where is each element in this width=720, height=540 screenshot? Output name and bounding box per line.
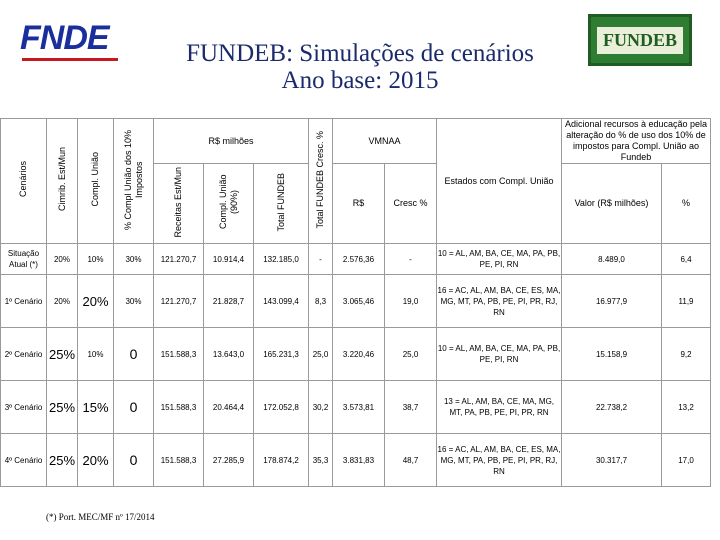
header-pct: % <box>662 164 711 244</box>
header-cenarios: Cenários <box>1 119 47 244</box>
header-adicional: Adicional recursos à educação pela alteração do % de uso dos 10% de impostos para Compl. União ao Fundeb <box>562 119 711 164</box>
compl90-cell: 13.643,0 <box>204 328 254 381</box>
pct-compl-cell: 0 <box>114 434 154 487</box>
compl90-cell: 10.914,4 <box>204 244 254 275</box>
row-label: 4º Cenário <box>1 434 47 487</box>
header-compl-uniao-90: Compl. União (90%) <box>204 164 254 244</box>
total-cresc-cell: - <box>309 244 333 275</box>
contrib-cell: 25% <box>47 328 78 381</box>
compl-cell: 10% <box>78 328 114 381</box>
contrib-cell: 20% <box>47 275 78 328</box>
header-cresc: Cresc % <box>385 164 437 244</box>
valor-cell: 15.158,9 <box>562 328 662 381</box>
header-cimrib: Cimrib. Est/Mun <box>47 119 78 244</box>
footnote: (*) Port. MEC/MF nº 17/2014 <box>46 512 155 522</box>
header-total-cresc: Total FUNDEB Cresc. % <box>309 119 333 244</box>
pct-cell: 13,2 <box>662 381 711 434</box>
table-row <box>1 381 711 434</box>
valor-cell: 16.977,9 <box>562 275 662 328</box>
total-fundeb-cell: 178.874,2 <box>254 434 309 487</box>
valor-cell: 8.489,0 <box>562 244 662 275</box>
contrib-cell: 25% <box>47 434 78 487</box>
estados-cell: 10 = AL, AM, BA, CE, MA, PA, PB, PE, PI, RN <box>437 244 562 275</box>
fnde-logo <box>20 19 120 60</box>
header-vmnaa: VMNAA <box>333 119 437 164</box>
header-receitas: Receitas Est/Mun <box>154 164 204 244</box>
contrib-cell: 20% <box>47 244 78 275</box>
vmnaa-cresc-cell: 38,7 <box>385 381 437 434</box>
pct-cell: 11,9 <box>662 275 711 328</box>
row-label: 2º Cenário <box>1 328 47 381</box>
pct-compl-cell: 0 <box>114 381 154 434</box>
compl90-cell: 21.828,7 <box>204 275 254 328</box>
pct-cell: 17,0 <box>662 434 711 487</box>
title-line-2: Ano base: 2015 <box>281 67 439 94</box>
compl90-cell: 27.285,9 <box>204 434 254 487</box>
total-fundeb-cell: 132.185,0 <box>254 244 309 275</box>
vmnaa-cell: 3.573,81 <box>333 381 385 434</box>
vmnaa-cell: 2.576,36 <box>333 244 385 275</box>
header-compl-uniao: Compl. União <box>78 119 114 244</box>
fnde-logo-underline <box>22 58 118 61</box>
receitas-cell: 151.588,3 <box>154 328 204 381</box>
vmnaa-cell: 3.220,46 <box>333 328 385 381</box>
table-row <box>1 275 711 328</box>
estados-cell: 13 = AL, AM, BA, CE, MA, MG, MT, PA, PB, PE, PI, PR, RN <box>437 381 562 434</box>
valor-cell: 22.738,2 <box>562 381 662 434</box>
pct-compl-cell: 0 <box>114 328 154 381</box>
fnde-logo-text: FNDE <box>20 19 109 57</box>
table-row <box>1 244 711 275</box>
estados-cell: 10 = AL, AM, BA, CE, MA, PA, PB, PE, PI, RN <box>437 328 562 381</box>
receitas-cell: 121.270,7 <box>154 275 204 328</box>
vmnaa-cresc-cell: 19,0 <box>385 275 437 328</box>
compl-cell: 10% <box>78 244 114 275</box>
fundeb-logo <box>588 14 692 66</box>
pct-cell: 9,2 <box>662 328 711 381</box>
header-pct-compl: % Compl União dos 10% Impostos <box>114 119 154 244</box>
title-line-1: FUNDEB: Simulações de cenários <box>186 40 534 67</box>
receitas-cell: 151.588,3 <box>154 381 204 434</box>
total-cresc-cell: 8,3 <box>309 275 333 328</box>
total-cresc-cell: 25,0 <box>309 328 333 381</box>
vmnaa-cresc-cell: 25,0 <box>385 328 437 381</box>
table-row <box>1 434 711 487</box>
total-fundeb-cell: 172.052,8 <box>254 381 309 434</box>
vmnaa-cresc-cell: 48,7 <box>385 434 437 487</box>
row-label: 3º Cenário <box>1 381 47 434</box>
estados-cell: 16 = AC, AL, AM, BA, CE, ES, MA, MG, MT, PA, PB, PE, PI, PR, RJ, RN <box>437 275 562 328</box>
estados-cell: 16 = AC, AL, AM, BA, CE, ES, MA, MG, MT, PA, PB, PE, PI, PR, RJ, RN <box>437 434 562 487</box>
row-label: 1º Cenário <box>1 275 47 328</box>
pct-compl-cell: 30% <box>114 275 154 328</box>
compl-cell: 20% <box>78 434 114 487</box>
contrib-cell: 25% <box>47 381 78 434</box>
compl90-cell: 20.464,4 <box>204 381 254 434</box>
receitas-cell: 121.270,7 <box>154 244 204 275</box>
table-row <box>1 328 711 381</box>
pct-cell: 6,4 <box>662 244 711 275</box>
valor-cell: 30.317,7 <box>562 434 662 487</box>
total-fundeb-cell: 165.231,3 <box>254 328 309 381</box>
scenarios-table <box>0 118 711 487</box>
vmnaa-cresc-cell: - <box>385 244 437 275</box>
vmnaa-cell: 3.831,83 <box>333 434 385 487</box>
vmnaa-cell: 3.065,46 <box>333 275 385 328</box>
header-rs: R$ <box>333 164 385 244</box>
total-cresc-cell: 30,2 <box>309 381 333 434</box>
row-label: Situação Atual (*) <box>1 244 47 275</box>
header-valor: Valor (R$ milhões) <box>562 164 662 244</box>
receitas-cell: 151.588,3 <box>154 434 204 487</box>
header-rs-milhoes: R$ milhões <box>154 119 309 164</box>
header-estados: Estados com Compl. União <box>437 119 562 244</box>
compl-cell: 20% <box>78 275 114 328</box>
total-fundeb-cell: 143.099,4 <box>254 275 309 328</box>
header-total-fundeb: Total FUNDEB <box>254 164 309 244</box>
pct-compl-cell: 30% <box>114 244 154 275</box>
compl-cell: 15% <box>78 381 114 434</box>
page-title <box>150 40 570 94</box>
total-cresc-cell: 35,3 <box>309 434 333 487</box>
fundeb-logo-text: FUNDEB <box>597 27 683 54</box>
